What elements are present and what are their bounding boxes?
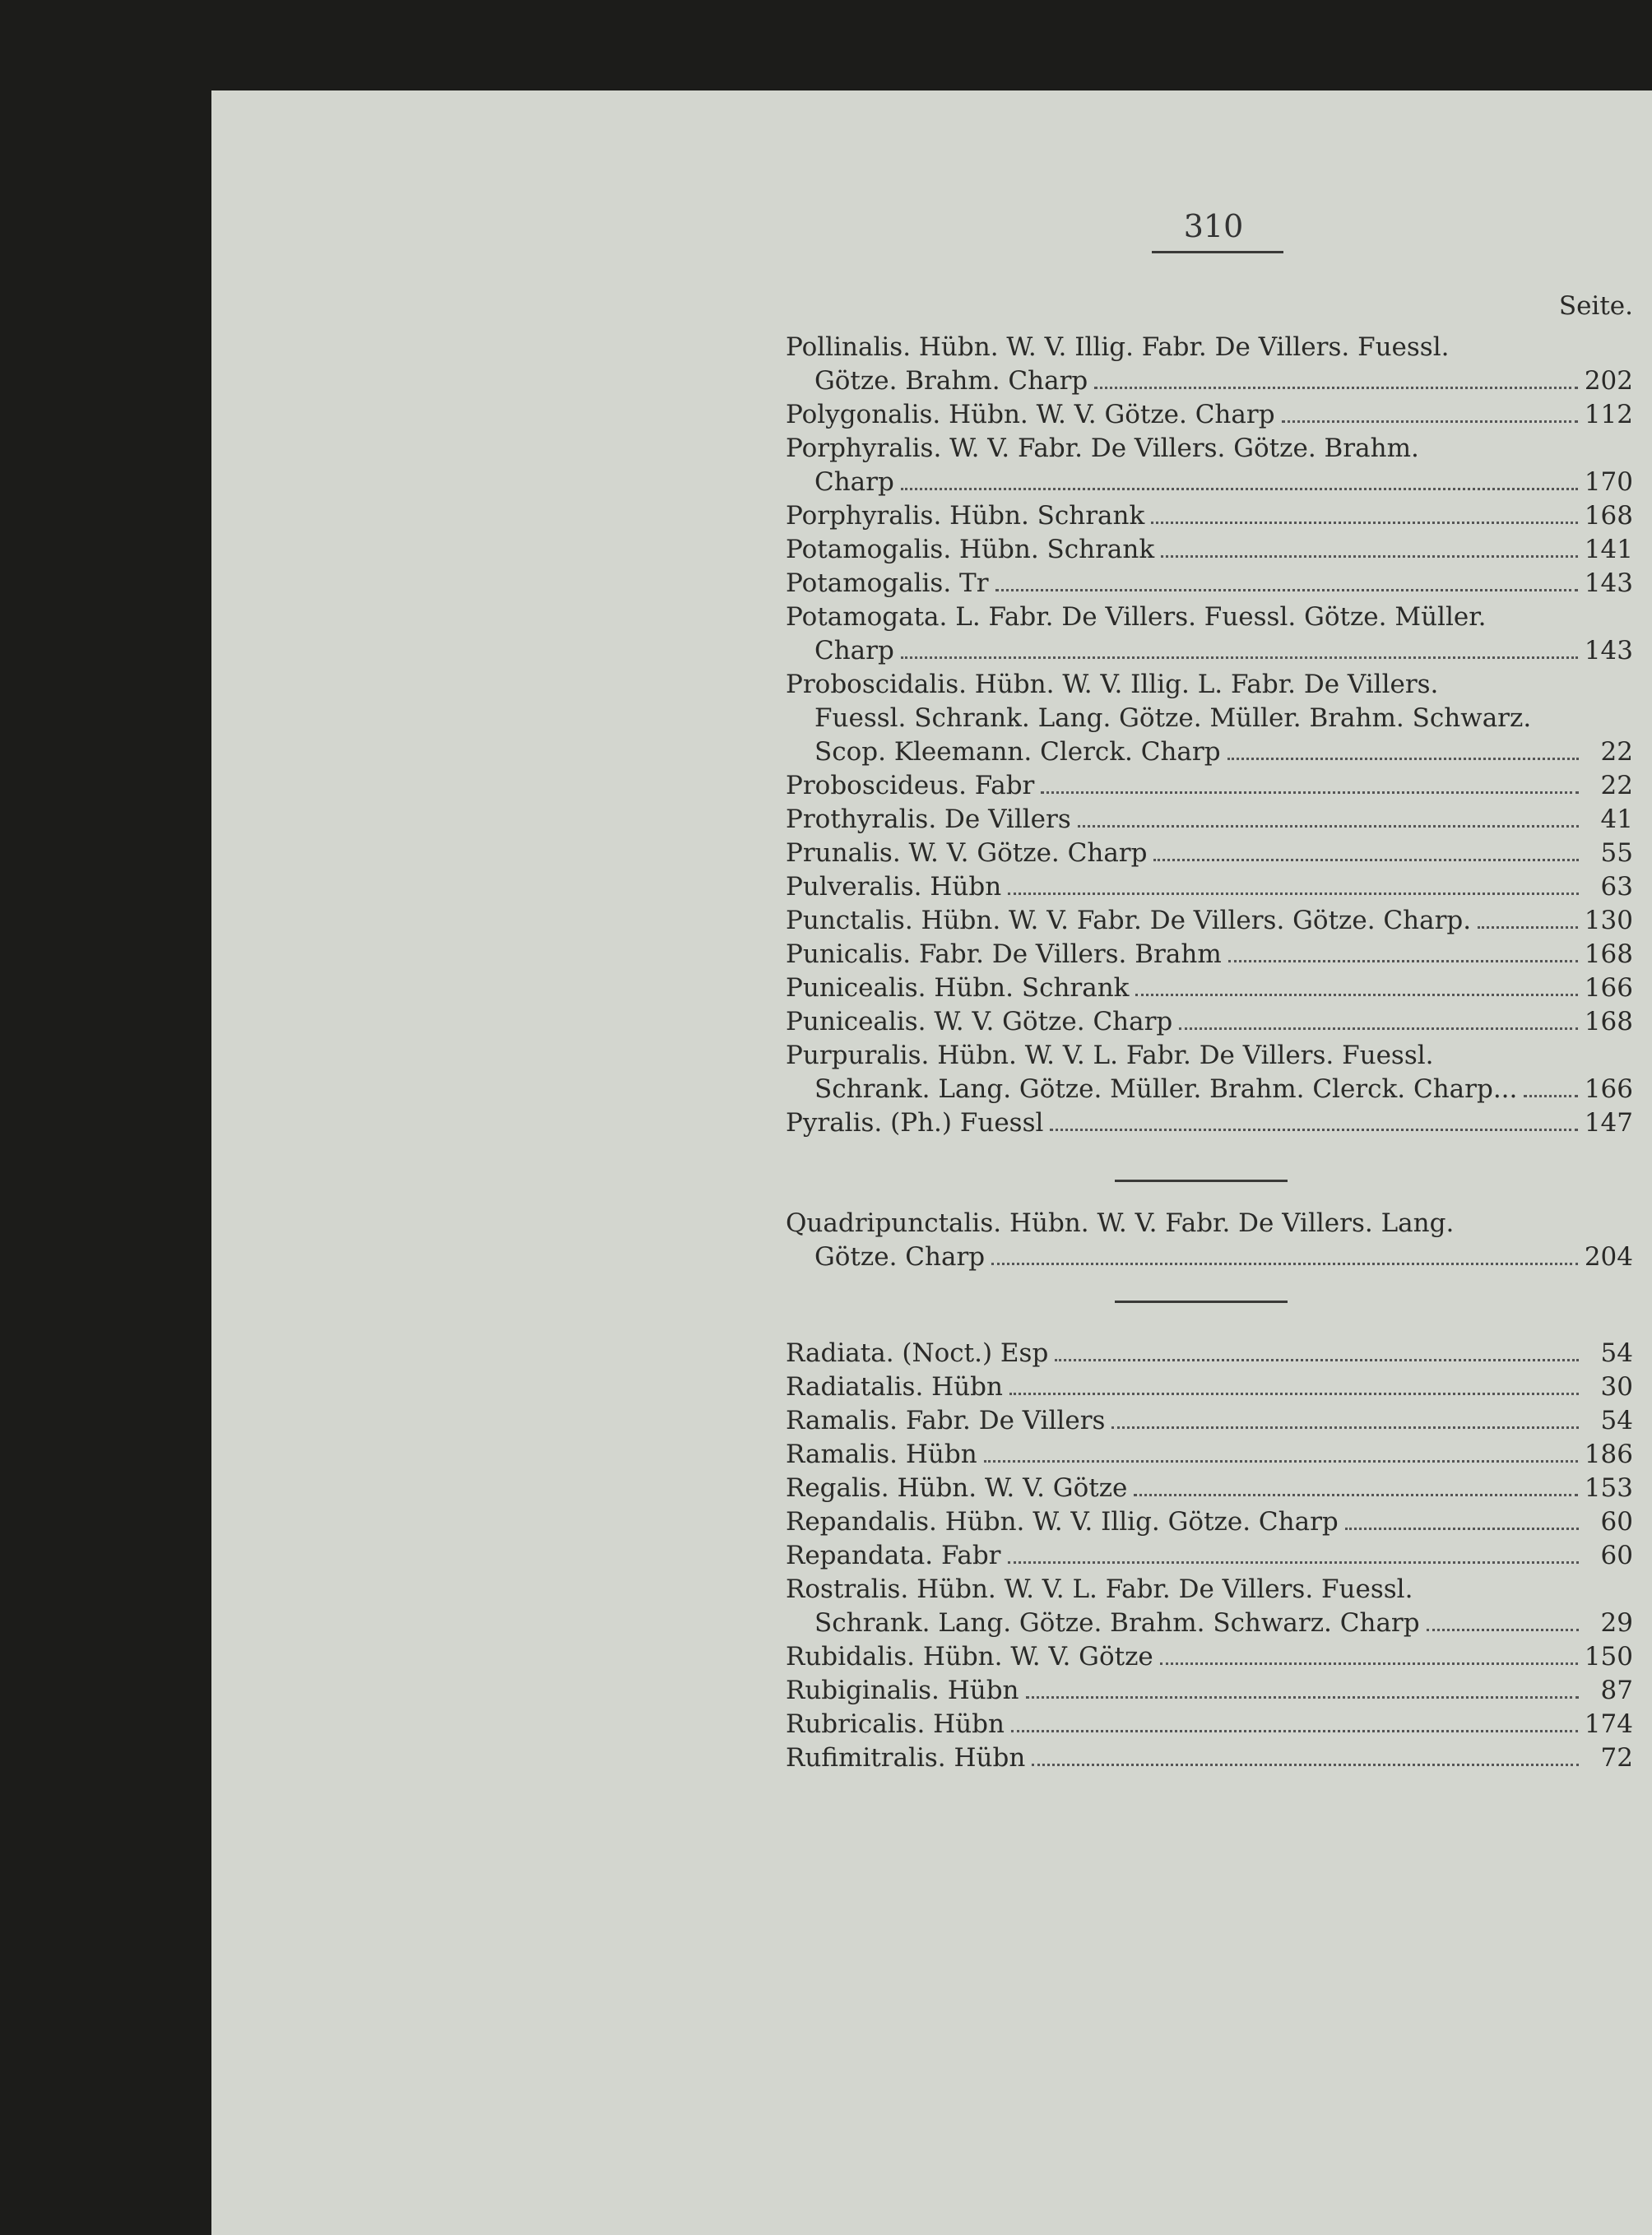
entry-page-number: 170 [1584,467,1633,497]
dot-leader [1008,893,1579,895]
entry-page-number: 87 [1600,1676,1633,1705]
entry-text: Porphyralis. Hübn. Schrank [786,501,1145,531]
entry-page-number: 147 [1584,1108,1633,1138]
entry-text: Scop. Kleemann. Clerck. Charp [814,737,1221,767]
dot-leader [1151,522,1578,524]
entry-page-number: 130 [1584,906,1633,935]
index-entry-line [786,1708,1633,1741]
dot-leader [1161,555,1578,558]
entry-page-number: 30 [1600,1372,1633,1402]
dot-leader [995,589,1578,591]
entry-text: Götze. Charp [814,1242,986,1272]
entry-text: Punicealis. W. V. Götze. Charp [786,1007,1173,1036]
index-entry-line [786,432,1633,465]
entry-page-number: 204 [1584,1242,1633,1272]
index-entry-line [786,1539,1633,1572]
entry-text: Charp [814,636,894,665]
index-entry-line [786,769,1633,802]
entry-page-number: 22 [1600,771,1633,800]
entry-text: Rufimitralis. Hübn [786,1743,1026,1773]
dot-leader [1111,1426,1579,1429]
index-entry-line [786,1370,1633,1403]
entry-text: Rubidalis. Hübn. W. V. Götze [786,1642,1153,1672]
entry-text: Prothyralis. De Villers [786,805,1071,834]
dot-leader [901,488,1578,490]
entry-text: Pyralis. (Ph.) Fuessl [786,1108,1044,1138]
dot-leader [1282,420,1578,423]
index-entry-line [786,1674,1633,1707]
entry-page-number: 168 [1584,1007,1633,1036]
index-entry-line [786,1640,1633,1673]
dot-leader [1011,1730,1578,1732]
entry-text: Quadripunctalis. Hübn. W. V. Fabr. De Villers. Lang. [786,1208,1455,1238]
entry-text: Ramalis. Hübn [786,1440,977,1469]
index-entry-line [786,1404,1633,1437]
dot-leader [1026,1696,1579,1699]
index-entry-line [786,938,1633,971]
entry-page-number: 202 [1584,366,1633,396]
entry-page-number: 143 [1584,568,1633,598]
entry-text: Schrank. Lang. Götze. Müller. Brahm. Clerck. Charp... [814,1074,1518,1104]
entry-text: Proboscideus. Fabr [786,771,1035,800]
page-number: 310 [1183,208,1244,244]
entry-text: Ramalis. Fabr. De Villers [786,1406,1106,1435]
entry-page-number: 112 [1584,400,1633,429]
entry-text: Punctalis. Hübn. W. V. Fabr. De Villers. Götze. Charp. [786,906,1472,935]
dot-leader [1160,1662,1578,1665]
dot-leader [1032,1764,1579,1766]
entry-page-number: 54 [1600,1338,1633,1368]
dot-leader [984,1460,1578,1463]
index-entry-line [786,1438,1633,1471]
dot-leader [1153,859,1579,861]
section-divider [1115,1301,1288,1303]
index-entry-line [814,735,1633,768]
index-entry-line [786,533,1633,566]
entry-page-number: 174 [1584,1709,1633,1739]
dot-leader [1227,758,1579,760]
entry-page-number: 41 [1600,805,1633,834]
index-entry-line [814,466,1633,498]
index-entry-line [814,1073,1633,1106]
entry-text: Fuessl. Schrank. Lang. Götze. Müller. Brahm. Schwarz. [814,703,1532,733]
entry-text: Polygonalis. Hübn. W. V. Götze. Charp [786,400,1275,429]
entry-page-number: 22 [1600,737,1633,767]
index-entry-line [786,870,1633,903]
entry-text: Punicalis. Fabr. De Villers. Brahm [786,939,1222,969]
entry-text: Porphyralis. W. V. Fabr. De Villers. Götze. Brahm. [786,434,1419,463]
entry-text: Rubiginalis. Hübn [786,1676,1019,1705]
entry-text: Punicealis. Hübn. Schrank [786,973,1130,1003]
entry-page-number: 60 [1600,1507,1633,1537]
entry-page-number: 153 [1584,1473,1633,1503]
dot-leader [1041,791,1579,794]
index-entry-line [786,1337,1633,1370]
index-entry-line [786,1505,1633,1538]
index-entry-line [786,1106,1633,1139]
index-entry-line [786,1573,1633,1606]
index-entry-line [814,634,1633,667]
entry-text: Proboscidalis. Hübn. W. V. Illig. L. Fabr. De Villers. [786,670,1439,699]
index-entry-line [786,1039,1633,1072]
index-entry-line [786,1207,1633,1240]
index-entry-line [786,567,1633,600]
entry-page-number: 168 [1584,501,1633,531]
index-entry-line [814,1240,1633,1273]
entry-text: Potamogalis. Tr [786,568,989,598]
index-entry-line [786,499,1633,532]
entry-page-number: 143 [1584,636,1633,665]
entry-page-number: 63 [1600,872,1633,902]
dot-leader [1427,1629,1579,1631]
index-entry-line [814,702,1633,735]
entry-text: Potamogalis. Hübn. Schrank [786,535,1155,564]
entry-text: Radiata. (Noct.) Esp [786,1338,1049,1368]
entry-page-number: 54 [1600,1406,1633,1435]
entry-text: Rostralis. Hübn. W. V. L. Fabr. De Villers. Fuessl. [786,1574,1413,1604]
index-entry-line [786,1741,1633,1774]
entry-text: Repandata. Fabr [786,1541,1001,1570]
entry-text: Purpuralis. Hübn. W. V. L. Fabr. De Villers. Fuessl. [786,1041,1434,1070]
dot-leader [1078,825,1579,828]
entry-page-number: 55 [1600,838,1633,868]
index-entry-line [786,600,1633,633]
entry-text: Götze. Brahm. Charp [814,366,1088,396]
index-entry-line [786,668,1633,701]
index-entry-line [786,331,1633,364]
entry-page-number: 72 [1600,1743,1633,1773]
entry-text: Regalis. Hübn. W. V. Götze [786,1473,1128,1503]
dot-leader [1524,1095,1577,1097]
index-entry-line [814,364,1633,397]
dot-leader [1478,926,1578,929]
entry-page-number: 60 [1600,1541,1633,1570]
index-entry-line [786,904,1633,937]
dot-leader [1055,1359,1579,1361]
entry-page-number: 166 [1584,973,1633,1003]
dot-leader [991,1263,1578,1265]
dot-leader [1228,960,1578,962]
dot-leader [1135,994,1577,996]
entry-text: Charp [814,467,894,497]
dot-leader [1134,1494,1577,1496]
entry-text: Repandalis. Hübn. W. V. Illig. Götze. Charp [786,1507,1339,1537]
section-divider [1115,1180,1288,1182]
entry-text: Prunalis. W. V. Götze. Charp [786,838,1148,868]
dot-leader [1008,1561,1579,1564]
entry-page-number: 29 [1600,1608,1633,1638]
dot-leader [1009,1393,1579,1395]
entry-text: Pulveralis. Hübn [786,872,1002,902]
column-header: Seite. [1558,291,1633,321]
index-entry-line [786,398,1633,431]
entry-text: Potamogata. L. Fabr. De Villers. Fuessl. Götze. Müller. [786,602,1487,632]
entry-page-number: 168 [1584,939,1633,969]
index-entry-line [786,1472,1633,1505]
entry-text: Radiatalis. Hübn [786,1372,1003,1402]
dot-leader [901,656,1578,659]
entry-text: Schrank. Lang. Götze. Brahm. Schwarz. Charp [814,1608,1420,1638]
entry-page-number: 166 [1584,1074,1633,1104]
index-entry-line [786,803,1633,836]
dot-leader [1345,1528,1579,1530]
index-entry-line [786,971,1633,1004]
entry-page-number: 141 [1584,535,1633,564]
index-entry-line [786,1005,1633,1038]
index-entry-line [786,837,1633,869]
index-entry-line [814,1607,1633,1639]
entry-page-number: 186 [1584,1440,1633,1469]
entry-text: Rubricalis. Hübn [786,1709,1005,1739]
entry-page-number: 150 [1584,1642,1633,1672]
dot-leader [1094,387,1578,389]
entry-text: Pollinalis. Hübn. W. V. Illig. Fabr. De Villers. Fuessl. [786,332,1450,362]
dot-leader [1179,1027,1578,1030]
dot-leader [1050,1129,1577,1131]
